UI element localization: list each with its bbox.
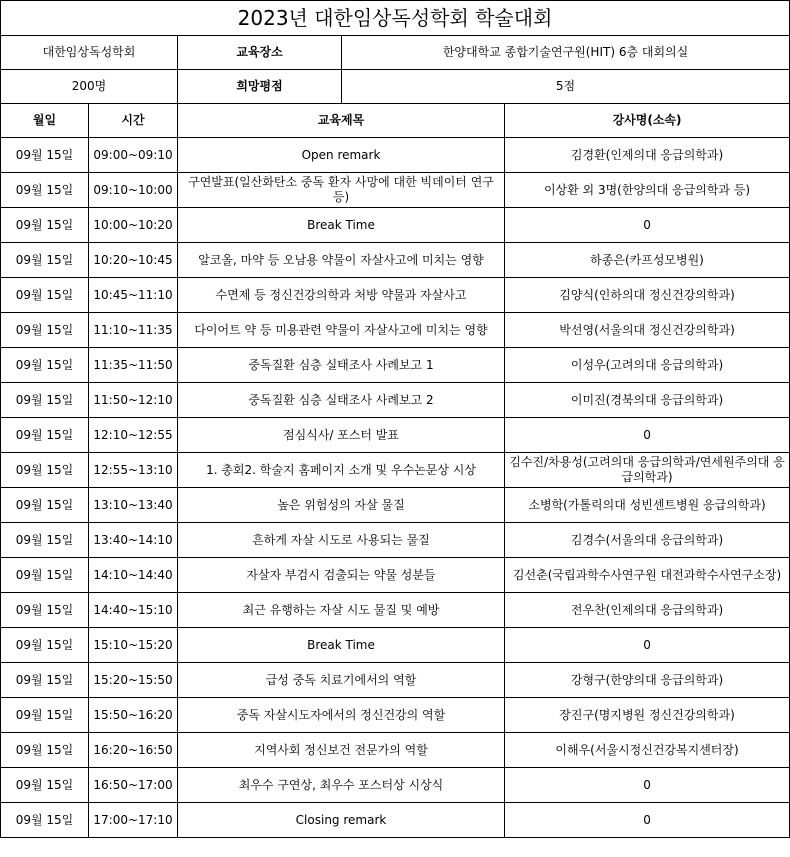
row-subject: Break Time (178, 628, 505, 663)
rating-label: 희망평점 (178, 70, 342, 104)
row-date: 09월 15일 (1, 173, 89, 208)
table-row (1, 383, 790, 418)
row-date: 09월 15일 (1, 278, 89, 313)
table-row (1, 138, 790, 173)
row-subject: 구연발표(일산화탄소 중독 환자 사망에 대한 빅데이터 연구 등) (178, 173, 505, 208)
row-speaker: 김경수(서울의대 응급의학과) (505, 523, 790, 558)
row-time: 10:00~10:20 (89, 208, 178, 243)
row-time: 11:35~11:50 (89, 348, 178, 383)
row-time: 10:20~10:45 (89, 243, 178, 278)
row-subject: Closing remark (178, 803, 505, 838)
row-date: 09월 15일 (1, 243, 89, 278)
row-subject: 다이어트 약 등 미용관련 약물이 자살사고에 미치는 영향 (178, 313, 505, 348)
row-date: 09월 15일 (1, 488, 89, 523)
row-subject: 최우수 구연상, 최우수 포스터상 시상식 (178, 768, 505, 803)
table-header-row (1, 104, 790, 138)
page-title: 2023년 대한임상독성학회 학술대회 (1, 1, 790, 36)
organizer-cell: 대한임상독성학회 (1, 36, 178, 70)
row-date: 09월 15일 (1, 383, 89, 418)
row-date: 09월 15일 (1, 208, 89, 243)
table-row (1, 208, 790, 243)
row-time: 10:45~11:10 (89, 278, 178, 313)
table-row (1, 628, 790, 663)
row-time: 13:10~13:40 (89, 488, 178, 523)
row-subject: 급성 중독 치료기에서의 역할 (178, 663, 505, 698)
table-row (1, 453, 790, 488)
table-row (1, 418, 790, 453)
table-row (1, 173, 790, 208)
row-date: 09월 15일 (1, 733, 89, 768)
rating-value: 5점 (342, 70, 790, 104)
table-row (1, 663, 790, 698)
row-subject: 흔하게 자살 시도로 사용되는 물질 (178, 523, 505, 558)
row-time: 17:00~17:10 (89, 803, 178, 838)
row-speaker: 이성우(고려의대 응급의학과) (505, 348, 790, 383)
row-speaker: 0 (505, 628, 790, 663)
row-date: 09월 15일 (1, 698, 89, 733)
row-time: 11:50~12:10 (89, 383, 178, 418)
row-time: 12:10~12:55 (89, 418, 178, 453)
attendee-count: 200명 (1, 70, 178, 104)
table-row (1, 768, 790, 803)
row-time: 09:10~10:00 (89, 173, 178, 208)
row-time: 14:10~14:40 (89, 558, 178, 593)
row-date: 09월 15일 (1, 348, 89, 383)
table-row (1, 803, 790, 838)
row-date: 09월 15일 (1, 453, 89, 488)
row-speaker: 박선영(서울의대 정신건강의학과) (505, 313, 790, 348)
row-speaker: 김선춘(국립과학수사연구원 대전과학수사연구소장) (505, 558, 790, 593)
header-subject: 교육제목 (178, 104, 505, 138)
row-speaker: 0 (505, 768, 790, 803)
row-subject: 높은 위험성의 자살 물질 (178, 488, 505, 523)
row-speaker: 이해우(서울시정신건강복지센터장) (505, 733, 790, 768)
row-subject: 1. 총회2. 학술지 홈페이지 소개 및 우수논문상 시상 (178, 453, 505, 488)
row-time: 14:40~15:10 (89, 593, 178, 628)
row-date: 09월 15일 (1, 138, 89, 173)
info-row-venue (1, 36, 790, 70)
row-speaker: 0 (505, 208, 790, 243)
row-speaker: 김수진/차용성(고려의대 응급의학과/연세원주의대 응급의학과) (505, 453, 790, 488)
row-date: 09월 15일 (1, 628, 89, 663)
row-subject: Open remark (178, 138, 505, 173)
row-time: 15:20~15:50 (89, 663, 178, 698)
row-subject: 지역사회 정신보건 전문가의 역할 (178, 733, 505, 768)
table-row (1, 733, 790, 768)
row-time: 16:20~16:50 (89, 733, 178, 768)
header-time: 시간 (89, 104, 178, 138)
row-date: 09월 15일 (1, 593, 89, 628)
info-row-rating (1, 70, 790, 104)
row-date: 09월 15일 (1, 523, 89, 558)
row-speaker: 장진구(명지병원 정신건강의학과) (505, 698, 790, 733)
table-row (1, 243, 790, 278)
row-date: 09월 15일 (1, 663, 89, 698)
row-time: 15:10~15:20 (89, 628, 178, 663)
table-row (1, 313, 790, 348)
table-row (1, 488, 790, 523)
row-subject: 자살자 부검시 검출되는 약물 성분들 (178, 558, 505, 593)
table-row (1, 698, 790, 733)
row-subject: 중독 자살시도자에서의 정신건강의 역할 (178, 698, 505, 733)
row-subject: 알코올, 마약 등 오남용 약물이 자살사고에 미치는 영향 (178, 243, 505, 278)
row-speaker: 이상환 외 3명(한양의대 응급의학과 등) (505, 173, 790, 208)
row-time: 15:50~16:20 (89, 698, 178, 733)
title-row (1, 1, 790, 36)
table-row (1, 593, 790, 628)
row-time: 13:40~14:10 (89, 523, 178, 558)
table-row (1, 523, 790, 558)
row-speaker: 전우찬(인제의대 응급의학과) (505, 593, 790, 628)
row-date: 09월 15일 (1, 803, 89, 838)
table-row (1, 348, 790, 383)
header-speaker: 강사명(소속) (505, 104, 790, 138)
venue-label: 교육장소 (178, 36, 342, 70)
row-time: 11:10~11:35 (89, 313, 178, 348)
row-time: 12:55~13:10 (89, 453, 178, 488)
row-date: 09월 15일 (1, 313, 89, 348)
row-date: 09월 15일 (1, 418, 89, 453)
row-time: 16:50~17:00 (89, 768, 178, 803)
row-subject: 중독질환 심층 실태조사 사례보고 2 (178, 383, 505, 418)
row-speaker: 하종은(카프성모병원) (505, 243, 790, 278)
row-subject: 점심식사/ 포스터 발표 (178, 418, 505, 453)
row-subject: Break Time (178, 208, 505, 243)
row-subject: 수면제 등 정신건강의학과 처방 약물과 자살사고 (178, 278, 505, 313)
row-date: 09월 15일 (1, 768, 89, 803)
row-speaker: 강형구(한양의대 응급의학과) (505, 663, 790, 698)
row-date: 09월 15일 (1, 558, 89, 593)
table-row (1, 278, 790, 313)
row-speaker: 김경환(인제의대 응급의학과) (505, 138, 790, 173)
row-time: 09:00~09:10 (89, 138, 178, 173)
header-date: 월일 (1, 104, 89, 138)
row-speaker: 소병학(가톨릭의대 성빈센트병원 응급의학과) (505, 488, 790, 523)
venue-value: 한양대학교 종합기술연구원(HIT) 6층 대회의실 (342, 36, 790, 70)
schedule-body (1, 138, 790, 838)
table-row (1, 558, 790, 593)
row-subject: 중독질환 심층 실태조사 사례보고 1 (178, 348, 505, 383)
row-speaker: 0 (505, 418, 790, 453)
row-speaker: 김양식(인하의대 정신건강의학과) (505, 278, 790, 313)
row-speaker: 이미진(경북의대 응급의학과) (505, 383, 790, 418)
row-speaker: 0 (505, 803, 790, 838)
row-subject: 최근 유행하는 자살 시도 물질 및 예방 (178, 593, 505, 628)
